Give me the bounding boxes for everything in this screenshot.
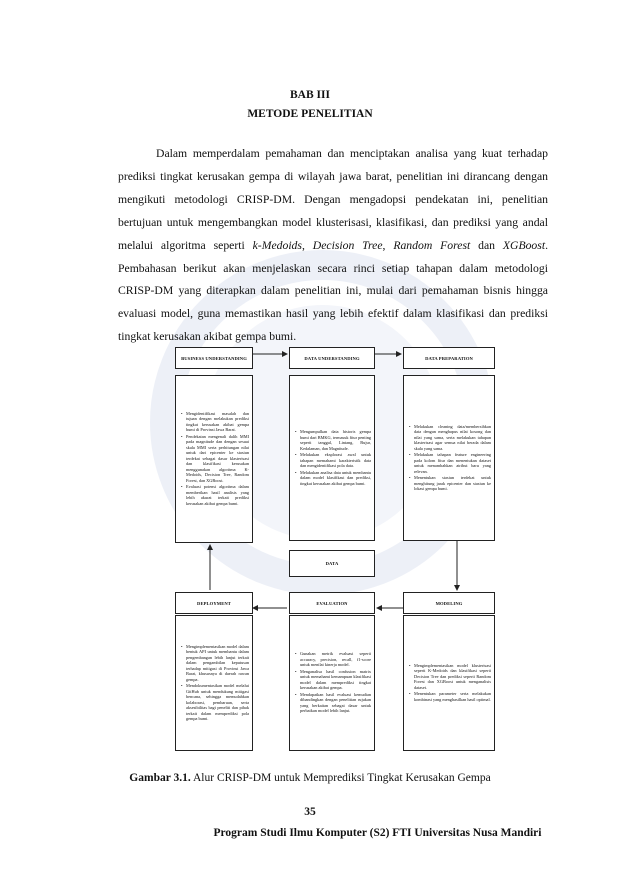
evaluation-box [289, 615, 375, 751]
data-preparation-item: • Melakukan cleaning data/membersihkan data dengan menghapus nilai kosong dan nilai yang sama, serta melakukan tahapan klasterisasi agar semua nilai berada dalam skala yang sama. [414, 424, 491, 452]
data-preparation-header: DATA PREPARATION [403, 347, 495, 369]
data-box: DATA [289, 550, 375, 577]
page-footer: Program Studi Ilmu Komputer (S2) FTI Universitas Nusa Mandiri [213, 827, 542, 839]
figure-caption-text: Alur CRISP-DM untuk Memprediksi Tingkat Kerusakan Gempa [190, 772, 491, 784]
modeling-box [403, 615, 495, 751]
evaluation-item: • Menganalisa hasil confusion matrix untuk memahami kemampuan klasifikasi model dalam memprediksi tingkat kerusakan akibat gempa. [300, 669, 371, 691]
page-number: 35 [304, 806, 316, 818]
deployment-item: • Mengimplementasikan model dalam bentuk API untuk membantu dalam pengembangan lebih lanjut terkait dalam pengambilan keputusan terhadap mitigasi di Provinsi Jawa Barat, khususnya di daerah rawan gempa. [186, 644, 249, 683]
deployment-box [175, 615, 253, 751]
evaluation-item: • Mendapatkan hasil evaluasi kemudian dibandingkan dengan penelitian rujukan yang berkaitan sebagai dasar untuk perbaikan model lebih lanjut. [300, 692, 371, 714]
figure-label: Gambar 3.1. [129, 772, 191, 784]
term-k-medoids: k-Medoids [252, 238, 302, 252]
term-decision-tree: Decision Tree [312, 238, 383, 252]
figure-caption [0, 772, 620, 784]
term-random-forest: Random Forest [393, 238, 471, 252]
evaluation-item: • Gunakan metrik evaluasi seperti accuracy, precision, recall, f1-score untuk menilai kinerja model. [300, 651, 371, 668]
deployment-header: DEPLOYMENT [175, 592, 253, 614]
data-preparation-box [403, 375, 495, 541]
business-item: • Mengidentifikasi masalah dan tujuan dengan melakukan prediksi tingkat kerusakan akibat gempa bumi di Provinsi Jawa Barat. [186, 411, 249, 433]
data-understanding-box [289, 375, 375, 541]
chapter-number: BAB III [290, 89, 330, 101]
chapter-title: METODE PENELITIAN [247, 108, 373, 120]
data-understanding-item: • Melakukan analisa data untuk membantu dalam model klasifikasi dan prediksi, tingkat kerusakan akibat gempa bumi. [300, 470, 371, 487]
business-item: • Evaluasi potensi algoritma dalam memberikan hasil analisis yang lebih akurat terkait prediksi kerusakan akibat gempa bumi. [186, 484, 249, 506]
business-understanding-box [175, 375, 253, 543]
modeling-item: • Mengimplementasikan model klusterisasi seperti K-Medoids dan klasifikasi seperti Decision Tree dan prediksi seperti Random Forest dan XGBoost untuk menganalisis dataset. [414, 663, 491, 691]
deployment-item: • Mendokumentasikan model melalui GitHub untuk mendukung mitigasi bencana, sehingga memudahkan kolaborasi, pembaruan, serta aksesibilitas bagi peneliti dan pihak terkait dalam memprediksi pola gempa bumi. [186, 683, 249, 722]
body-paragraph: Dalam memperdalam pemahaman dan menciptakan analisa yang kuat terhadap prediksi tingkat kerusakan gempa di wilayah jawa barat, penelitian ini dirancang dengan mengikuti metodologi CRISP-DM. Dengan mengadopsi pendekatan ini, penelitian bertujuan untuk mengembangkan model klusterisasi, klasifikasi, dan prediksi yang andal melalui algoritma seperti k-Medoids, Decision Tree, Random Forest dan XGBoost. Pembahasan berikut akan menjelaskan secara rinci setiap tahapan dalam metodologi CRISP-DM yang diterapkan dalam penelitian ini, mulai dari pemahaman bisnis hingga evaluasi model, guna memastikan hasil yang lebih efektif dalam klasifikasi dan prediksi tingkat kerusakan akibat gempa bumi. [118, 147, 548, 344]
modeling-header: MODELING [403, 592, 495, 614]
data-understanding-item: • Melakukan eksplorasi awal untuk tahapan memahami karakteristik data dan mengidentifikasi pola data. [300, 452, 371, 469]
business-understanding-header: BUSINESS UNDERSTANDING [175, 347, 253, 369]
modeling-item: • Menentukan parameter serta melakukan kombinasi yang menghasilkan hasil optimal. [414, 691, 491, 702]
evaluation-header: EVALUATION [289, 592, 375, 614]
data-understanding-item: • Mengumpulkan data historis gempa bumi dari BMKG, termasuk fitur penting seperti tanggal, Lintang, Bujur, Kedalaman, dan Magnitude. [300, 429, 371, 451]
term-xgboost: XGBoost [502, 238, 546, 252]
data-understanding-header: DATA UNDERSTANDING [289, 347, 375, 369]
data-preparation-item: • Melakukan tahapan feature engineering pada kolom fitur dan menentukan dataset untuk menambahkan atribut baru yang relevan. [414, 452, 491, 474]
business-item: • Pendekatan mengenali dalih MMI pada magnitude dan dengan sesuai skala MMI serta perhitungan nilai untuk dari epicenter ke stasiun terdekat sebagai dasar klasterisasi dan klasifikasi kerusakan menggunakan algoritma K-Medoids, Decision Tree, Random Forest, dan XGBoost. [186, 434, 249, 484]
data-preparation-item: • Menentukan stasiun terdekat untuk menghitung jarak epicenter dan stasiun ke lokasi gempa bumi. [414, 475, 491, 492]
crisp-dm-diagram [163, 345, 518, 755]
